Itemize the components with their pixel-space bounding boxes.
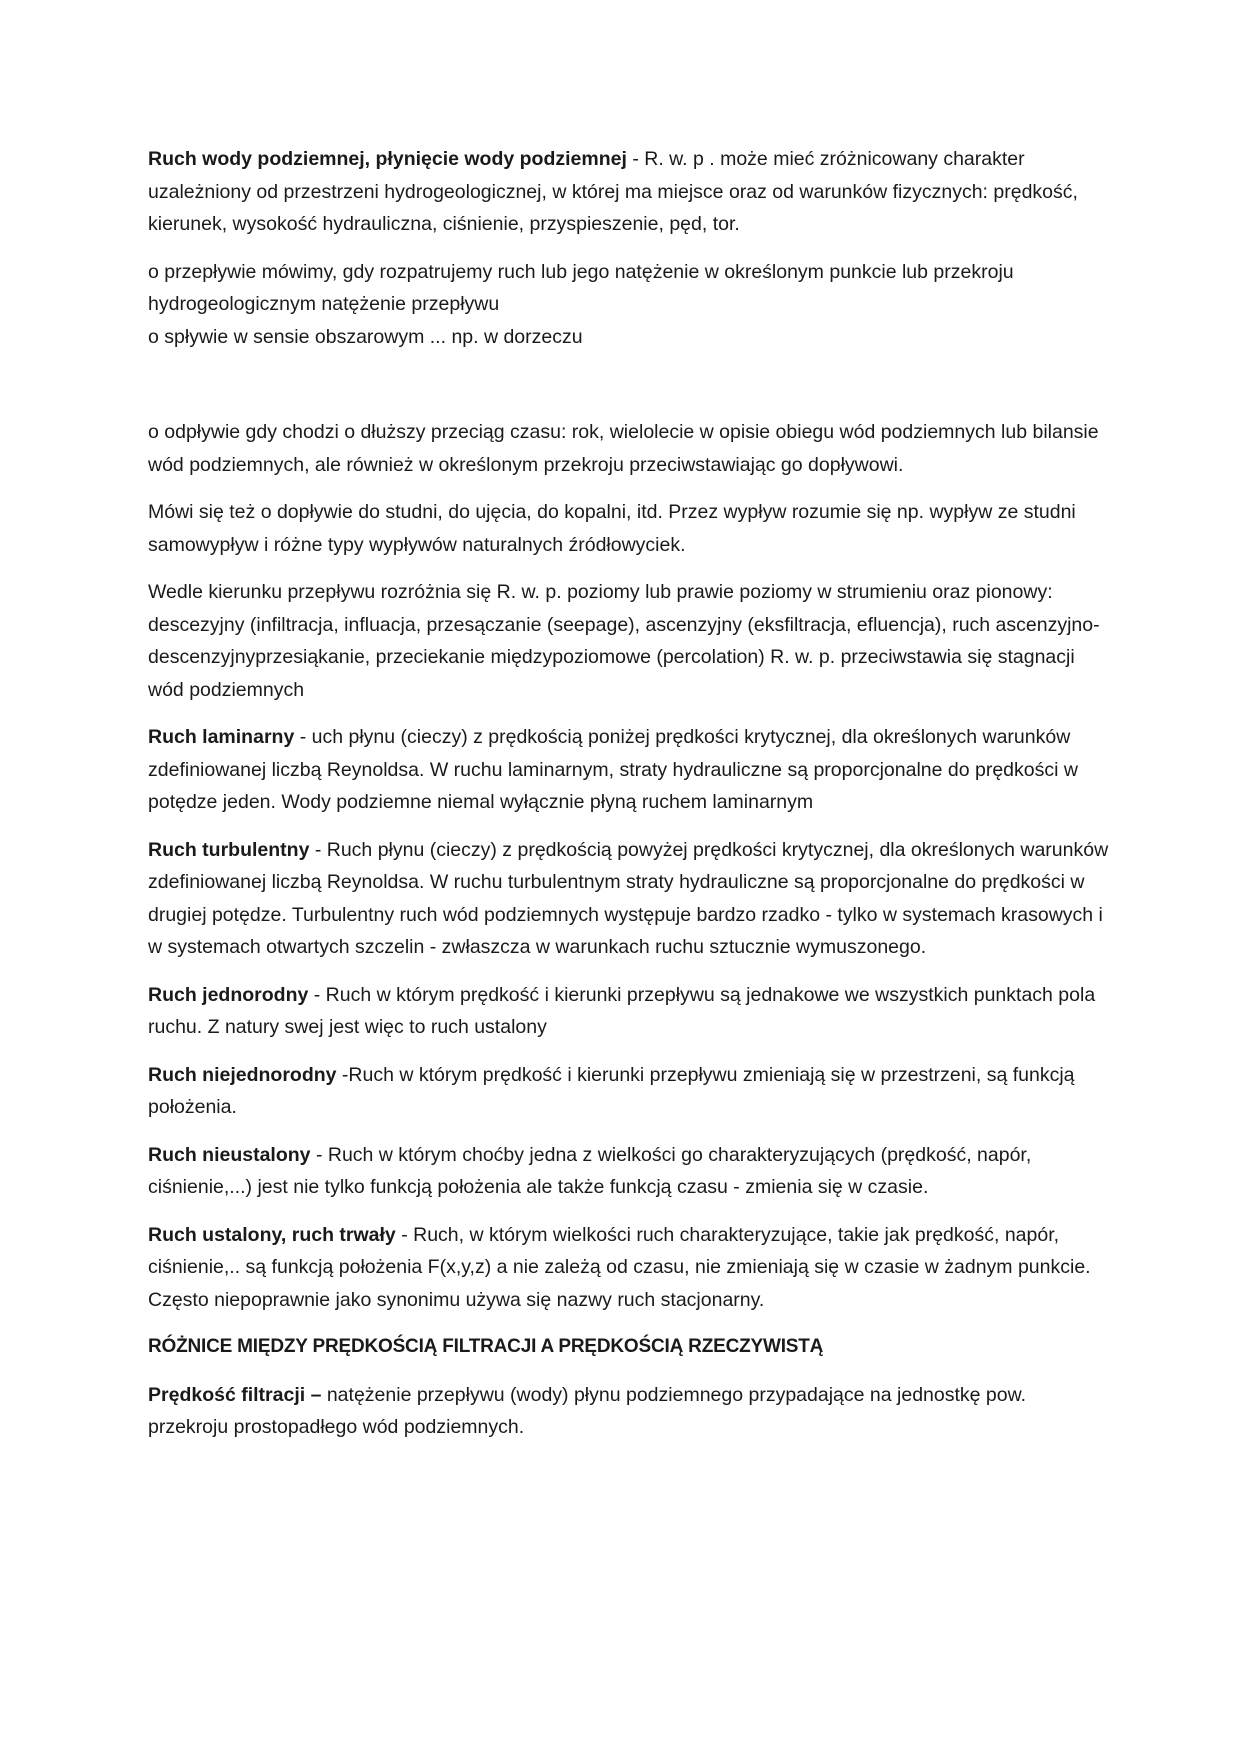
text-doplyw: Mówi się też o dopływie do studni, do ujęcia, do kopalni, itd. Przez wypływ rozumie się np. wypływ ze studni samowypływ i różne typy wypływów naturalnych źródłowyciek. (148, 501, 1076, 556)
blank-gap (148, 368, 1110, 416)
paragraph-ruch-wody-podziemnej (148, 143, 1110, 241)
text-kierunek-przeplywu: Wedle kierunku przepływu rozróżnia się R. w. p. poziomy lub prawie poziomy w strumieniu oraz pionowy: descezyjny (infiltracja, influacja, przesączanie (seepage), ascenzyjny (eksfiltracja, efluencja), ruch ascenzyjno-descenzyjnyprzesiąkanie, przeciekanie międzypoziomowe (percolation) R. w. p. przeciwstawia się stagnacji wód podziemnych (148, 581, 1100, 701)
paragraph-doplyw (148, 496, 1110, 561)
definition-ruch-wody-podziemnej: - R. w. p . może mieć zróżnicowany charakter uzależniony od przestrzeni hydrogeologicznej, w której ma miejsce oraz od warunków fizycznych: prędkość, kierunek, wysokość hydrauliczna, ciśnienie, przyspieszenie, pęd, tor. (148, 148, 1078, 235)
paragraph-ruch-niejednorodny (148, 1059, 1110, 1124)
term-ruch-nieustalony: Ruch nieustalony (148, 1143, 311, 1166)
paragraph-predkosc-filtracji (148, 1379, 1110, 1444)
paragraph-ruch-turbulentny (148, 834, 1110, 964)
paragraph-ruch-jednorodny (148, 979, 1110, 1044)
term-ruch-laminarny: Ruch laminarny (148, 726, 295, 748)
term-ruch-ustalony: Ruch ustalony, ruch trwały (148, 1223, 396, 1246)
section-heading: RÓŻNICE MIĘDZY PRĘDKOŚCIĄ FILTRACJI A PRĘDKOŚCIĄ RZECZYWISTĄ (148, 1336, 824, 1357)
term-ruch-jednorodny: Ruch jednorodny (148, 983, 309, 1006)
paragraph-odplyw (148, 416, 1110, 481)
definition-ruch-turbulentny: - Ruch płynu (cieczy) z prędkością powyżej prędkości krytycznej, dla określonych warunków zdefiniowanej liczbą Reynoldsa. W ruchu turbulentnym straty hydrauliczne są proporcjonalne do prędkości w drugiej potędze. Turbulentny ruch wód podziemnych występuje bardzo rzadko - tylko w systemach krasowych i w systemach otwartych szczelin - zwłaszcza w warunkach ruchu sztucznie wymuszonego. (148, 838, 1109, 958)
paragraph-ruch-nieustalony (148, 1139, 1110, 1204)
term-ruch-wody-podziemnej: Ruch wody podziemnej, płynięcie wody podziemnej (148, 148, 627, 170)
text-odplyw: o odpływie gdy chodzi o dłuższy przeciąg czasu: rok, wielolecie w opisie obiegu wód podziemnych lub bilansie wód podziemnych, ale również w określonym przekroju przeciwstawiając go dopływowi. (148, 421, 1099, 476)
term-ruch-niejednorodny: Ruch niejednorodny (148, 1063, 337, 1086)
definition-predkosc-filtracji: natężenie przepływu (wody) płynu podziemnego przypadające na jednostkę pow. przekroju prostopadłego wód podziemnych. (148, 1383, 1027, 1438)
definition-ruch-jednorodny: - Ruch w którym prędkość i kierunki przepływu są jednakowe we wszystkich punktach pola ruchu. Z natury swej jest więc to ruch ustalony (148, 983, 1096, 1038)
term-ruch-turbulentny: Ruch turbulentny (148, 838, 310, 861)
paragraph-przeplyw-splyw (148, 256, 1110, 354)
line-splyw: o spływie w sensie obszarowym ... np. w dorzeczu (148, 325, 583, 348)
definition-ruch-ustalony: - Ruch, w którym wielkości ruch charakteryzujące, takie jak prędkość, napór, ciśnienie,.. są funkcją położenia F(x,y,z) a nie zależą od czasu, nie zmieniają się w czasie w żadnym punkcie. Często niepoprawnie jako synonimu używa się nazwy ruch stacjonarny. (148, 1223, 1091, 1311)
definition-ruch-niejednorodny: -Ruch w którym prędkość i kierunki przepływu zmieniają się w przestrzeni, są funkcją położenia. (148, 1063, 1075, 1118)
paragraph-ruch-ustalony (148, 1219, 1110, 1317)
definition-ruch-nieustalony: - Ruch w którym choćby jedna z wielkości go charakteryzujących (prędkość, napór, ciśnienie,...) jest nie tylko funkcją położenia ale także funkcją czasu - zmienia się w czasie. (148, 1143, 1032, 1198)
paragraph-kierunek-przeplywu (148, 576, 1110, 706)
paragraph-ruch-laminarny (148, 721, 1110, 819)
term-predkosc-filtracji: Prędkość filtracji – (148, 1383, 322, 1406)
line-przeplyw: o przepływie mówimy, gdy rozpatrujemy ruch lub jego natężenie w określonym punkcie lub przekroju hydrogeologicznym natężenie przepływu (148, 260, 1014, 315)
definition-ruch-laminarny: - uch płynu (cieczy) z prędkością poniżej prędkości krytycznej, dla określonych warunków zdefiniowanej liczbą Reynoldsa. W ruchu laminarnym, straty hydrauliczne są proporcjonalne do prędkości w potędze jeden. Wody podziemne niemal wyłącznie płyną ruchem laminarnym (148, 726, 1078, 813)
